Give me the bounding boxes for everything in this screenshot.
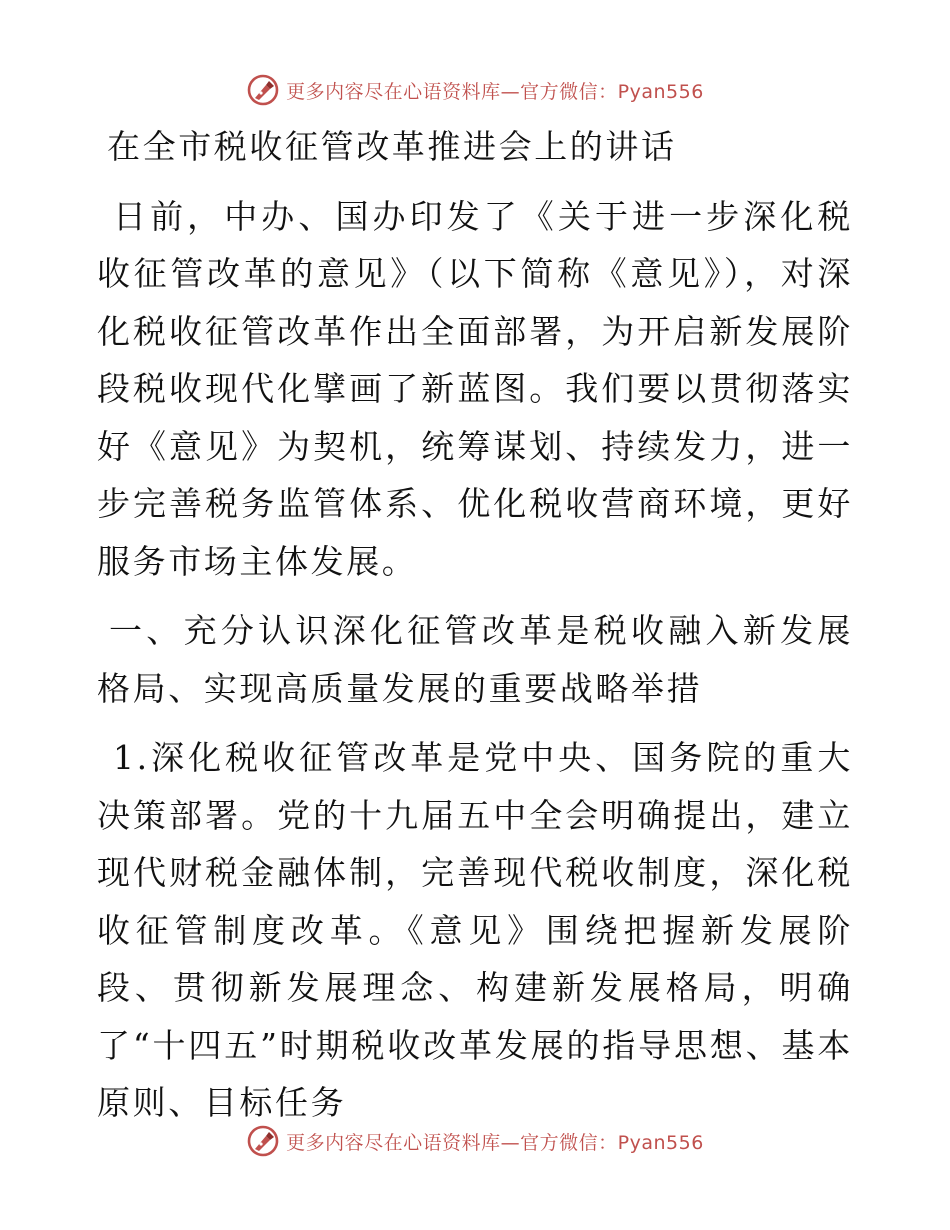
pen-nib-circle-icon — [246, 1124, 280, 1158]
document-body — [97, 118, 853, 1132]
watermark-header — [0, 70, 950, 110]
section-heading: 一、充分认识深化征管改革是税收融入新发展格局、实现高质量发展的重要战略举措 — [97, 611, 853, 708]
pen-nib-circle-icon — [246, 73, 280, 107]
watermark-text: 更多内容尽在心语资料库—官方微信：Pyan556 — [286, 1131, 704, 1154]
paragraph: 1.深化税收征管改革是党中央、国务院的重大决策部署。党的十九届五中全会明确提出，建立现代财税金融体制，完善现代税收制度，深化税收征管制度改革。《意见》围绕把握新发展阶段、贯彻新发展理念、构建新发展格局，明确了“十四五”时期税收改革发展的指导思想、基本原则、目标任务 — [97, 738, 853, 1122]
watermark-text: 更多内容尽在心语资料库—官方微信：Pyan556 — [286, 80, 704, 103]
watermark-footer — [0, 1121, 950, 1161]
paragraph: 日前，中办、国办印发了《关于进一步深化税收征管改革的意见》（以下简称《意见》），对深化税收征管改革作出全面部署，为开启新发展阶段税收现代化擘画了新蓝图。我们要以贯彻落实好《意见》为契机，统筹谋划、持续发力，进一步完善税务监管体系、优化税收营商环境，更好服务市场主体发展。 — [97, 196, 853, 581]
document-title: 在全市税收征管改革推进会上的讲话 — [107, 127, 677, 166]
